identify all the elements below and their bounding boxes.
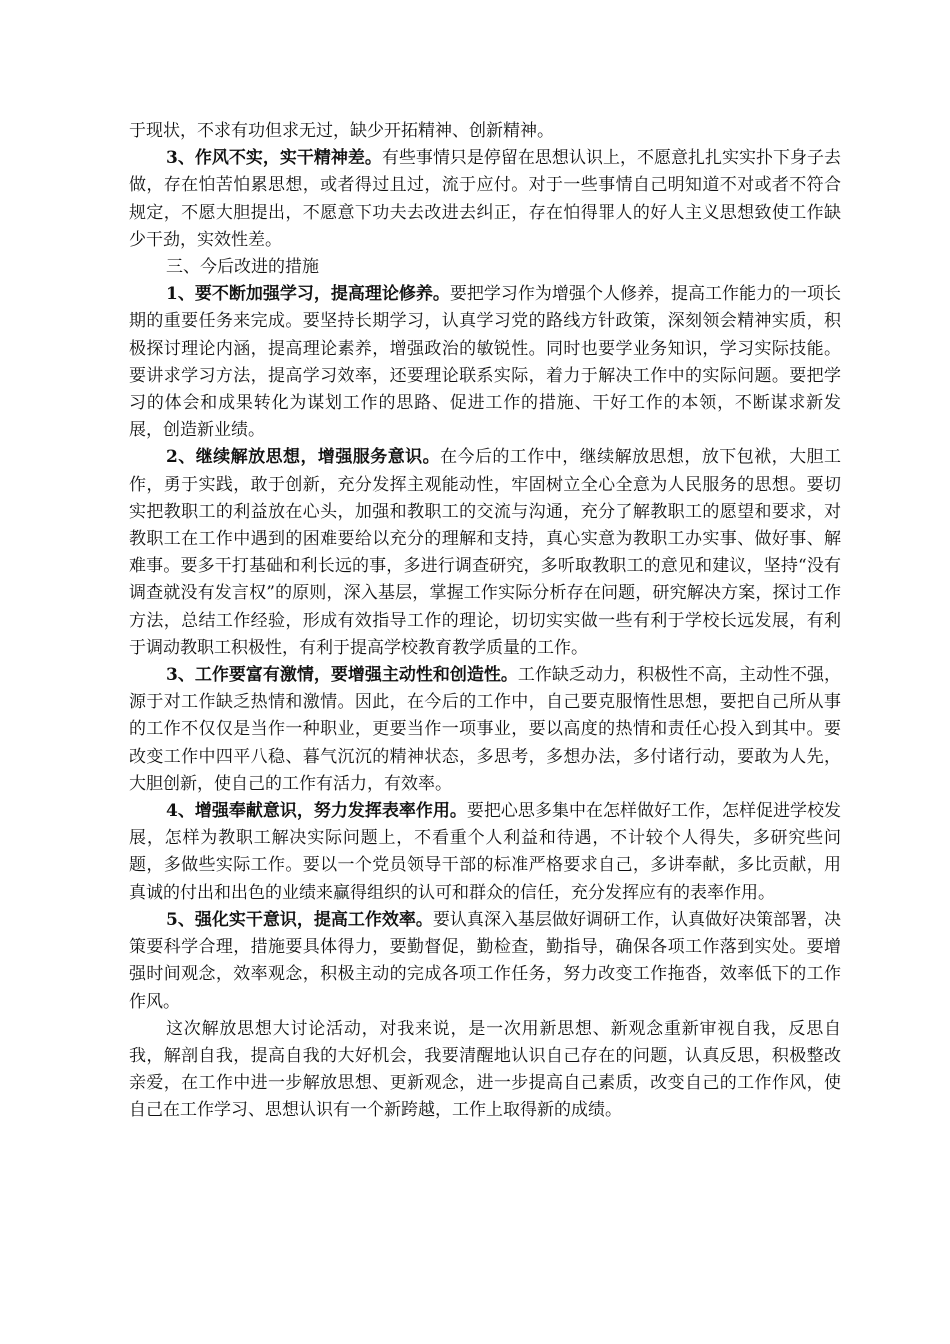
- paragraph-measure-3: [129, 662, 841, 798]
- measure-2-heading: 2、继续解放思想，增强服务意识。: [166, 447, 441, 468]
- measure-2-body: 在今后的工作中，继续解放思想，放下包袱，大胆工作，勇于实践，敢于创新，充分发挥主观能动性，牢固树立全心全意为人民服务的思想。要切实把教职工的利益放在心头，加强和教职工的交流与沟通，充分了解教职工的愿望和要求，对教职工在工作中遇到的困难要给以充分的理解和支持，真心实意为教职工办实事、做好事、解难事。要多干打基础和利长远的事，多进行调查研究，多听取教职工的意见和建议，坚持“没有调查就没有发言权”的原则，深入基层，掌握工作实际分析存在问题，研究解决方案，探讨工作方法，总结工作经验，形成有效指导工作的理论，切切实实做一些有利于学校长远发展，有利于调动教职工积极性，有利于提高学校教育教学质量的工作。: [129, 447, 842, 658]
- measure-3-heading: 3、工作要富有激情，要增强主动性和创造性。: [166, 665, 518, 686]
- paragraph-measure-1: [129, 281, 841, 444]
- paragraph-continuation: 于现状，不求有功但求无过，缺少开拓精神、创新精神。: [129, 121, 554, 141]
- section-heading-3: 三、今后改进的措施: [166, 257, 319, 278]
- measure-3-body: 工作缺乏动力，积极性不高，主动性不强，源于对工作缺乏热情和激情。因此，在今后的工作中，自己要克服惰性思想，要把自己所从事的工作不仅仅是当作一种职业，更要当作一项事业，要以高度的热情和责任心投入到其中。要改变工作中四平八稳、暮气沉沉的精神状态，多思考，多想办法，多付诸行动，要敢为人先，大胆创新，使自己的工作有活力，有效率。: [129, 665, 842, 794]
- paragraph-issue-3: [129, 145, 841, 254]
- issue-3-body: 有些事情只是停留在思想认识上，不愿意扎扎实实扑下身子去做，存在怕苦怕累思想，或者得过且过，流于应付。对于一些事情自己明知道不对或者不符合规定，不愿大胆提出，不愿意下功夫去改进去纠正，存在怕得罪人的好人主义思想致使工作缺少干劲，实效性差。: [129, 148, 842, 250]
- paragraph-measure-4: [129, 798, 841, 907]
- measure-4-heading: 4、增强奉献意识，努力发挥表率作用。: [166, 801, 467, 822]
- issue-3-heading: 3、作风不实，实干精神差。: [166, 148, 382, 169]
- measure-5-heading: 5、强化实干意识，提高工作效率。: [166, 909, 433, 930]
- paragraph-measure-2: [129, 444, 841, 662]
- measure-1-body: 要把学习作为增强个人修养，提高工作能力的一项长期的重要任务来完成。要坚持长期学习，认真学习党的路线方针政策，深刻领会精神实质，积极探讨理论内涵，提高理论素养，增强政治的敏锐性。同时也要学业务知识，学习实际技能。要讲求学习方法，提高学习效率，还要理论联系实际，着力于解决工作中的实际问题。要把学习的体会和成果转化为谋划工作的思路、促进工作的措施、干好工作的本领，不断谋求新发展，创造新业绩。: [129, 284, 842, 441]
- measure-4-body: 要把心思多集中在怎样做好工作，怎样促进学校发展，怎样为教职工解决实际问题上，不看重个人利益和待遇，不计较个人得失，多研究些问题，多做些实际工作。要以一个党员领导干部的标准严格要求自己，多讲奉献，多比贡献，用真诚的付出和出色的业绩来赢得组织的认可和群众的信任，充分发挥应有的表率作用。: [129, 801, 842, 903]
- paragraph-conclusion: 这次解放思想大讨论活动，对我来说，是一次用新思想、新观念重新审视自我，反思自我，解剖自我，提高自我的大好机会，我要清醒地认识自己存在的问题，认真反思，积极整改亲爱，在工作中进一步解放思想、更新观念，进一步提高自己素质，改变自己的工作作风，使自己在工作学习、思想认识有一个新跨越，工作上取得新的成绩。: [129, 1018, 841, 1121]
- paragraph-measure-5: [129, 907, 841, 1016]
- document-page: [129, 118, 841, 1125]
- measure-1-heading: 1、要不断加强学习，提高理论修养。: [166, 284, 450, 305]
- measure-5-body: 要认真深入基层做好调研工作，认真做好决策部署，决策要科学合理，措施要具体得力，要勤督促，勤检查，勤指导，确保各项工作落到实处。要增强时间观念，效率观念，积极主动的完成各项工作任务，努力改变工作拖沓，效率低下的工作作风。: [129, 909, 842, 1012]
